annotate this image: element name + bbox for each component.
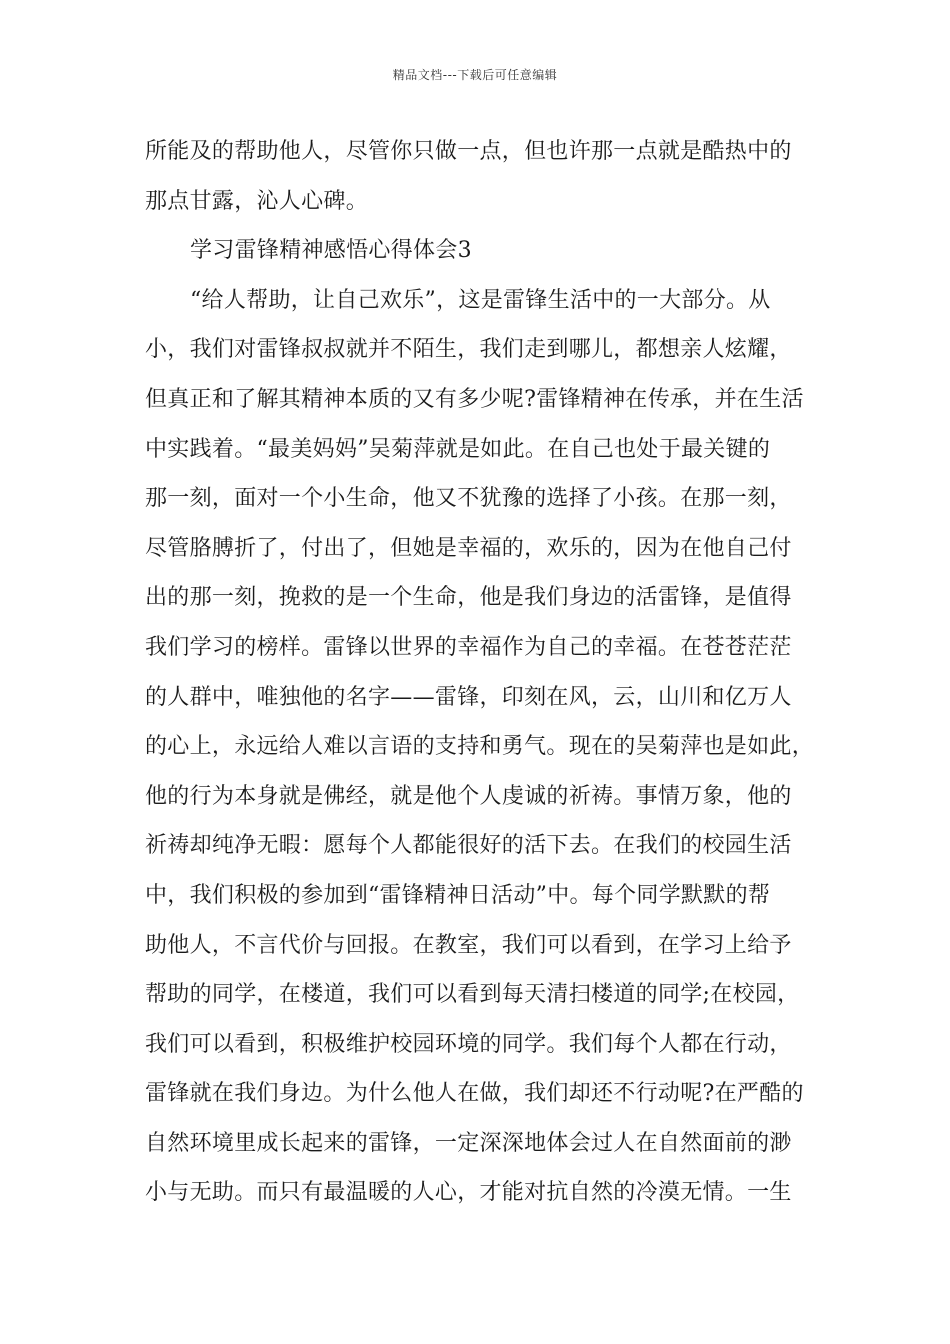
text-line: 我们学习的榜样。雷锋以世界的幸福作为自己的幸福。在苍苍茫茫 [145,634,792,660]
paragraph-first-line: “给人帮助，让自己欢乐”，这是雷锋生活中的一大部分。从 [190,287,771,313]
text-line: 我们可以看到，积极维护校园环境的同学。我们每个人都在行动， [145,1031,792,1057]
page-header: 精品文档---下载后可任意编辑 [392,68,558,82]
text-line: 所能及的帮助他人，尽管你只做一点，但也许那一点就是酷热中的 [145,139,792,164]
section-heading: 学习雷锋精神感悟心得体会3 [190,238,472,264]
text-line: 小，我们对雷锋叔叔就并不陌生，我们走到哪儿，都想亲人炫耀， [145,337,792,363]
document-body [145,127,825,1218]
text-line: 尽管胳膊折了，付出了，但她是幸福的，欢乐的，因为在他自己付 [145,535,792,561]
text-line: 雷锋就在我们身边。为什么他人在做，我们却还不行动呢?在严酷的 [145,1081,804,1107]
text-line: 祈祷却纯净无暇：愿每个人都能很好的活下去。在我们的校园生活 [145,833,792,859]
text-line: 自然环境里成长起来的雷锋，一定深深地体会过人在自然面前的渺 [145,1130,792,1156]
text-line: 的人群中，唯独他的名字——雷锋，印刻在风，云，山川和亿万人 [145,684,792,710]
text-line: 小与无助。而只有最温暖的人心，才能对抗自然的冷漠无情。一生 [145,1180,792,1206]
text-line: 中，我们积极的参加到“雷锋精神日活动”中。每个同学默默的帮 [145,882,771,908]
text-line: 他的行为本身就是佛经，就是他个人虔诚的祈祷。事情万象，他的 [145,783,792,809]
text-line: 助他人，不言代价与回报。在教室，我们可以看到，在学习上给予 [145,932,792,958]
text-line: 的心上，永远给人难以言语的支持和勇气。现在的吴菊萍也是如此， [145,734,815,760]
text-line: 中实践着。“最美妈妈”吴菊萍就是如此。在自己也处于最关键的 [145,436,771,462]
text-line: 但真正和了解其精神本质的又有多少呢?雷锋精神在传承，并在生活 [145,386,804,412]
text-line: 出的那一刻，挽救的是一个生命，他是我们身边的活雷锋，是值得 [145,585,792,611]
text-line: 帮助的同学，在楼道，我们可以看到每天清扫楼道的同学;在校园， [145,982,800,1008]
text-line: 那一刻，面对一个小生命，他又不犹豫的选择了小孩。在那一刻， [145,486,792,512]
text-line: 那点甘露，沁人心碑。 [145,188,369,214]
